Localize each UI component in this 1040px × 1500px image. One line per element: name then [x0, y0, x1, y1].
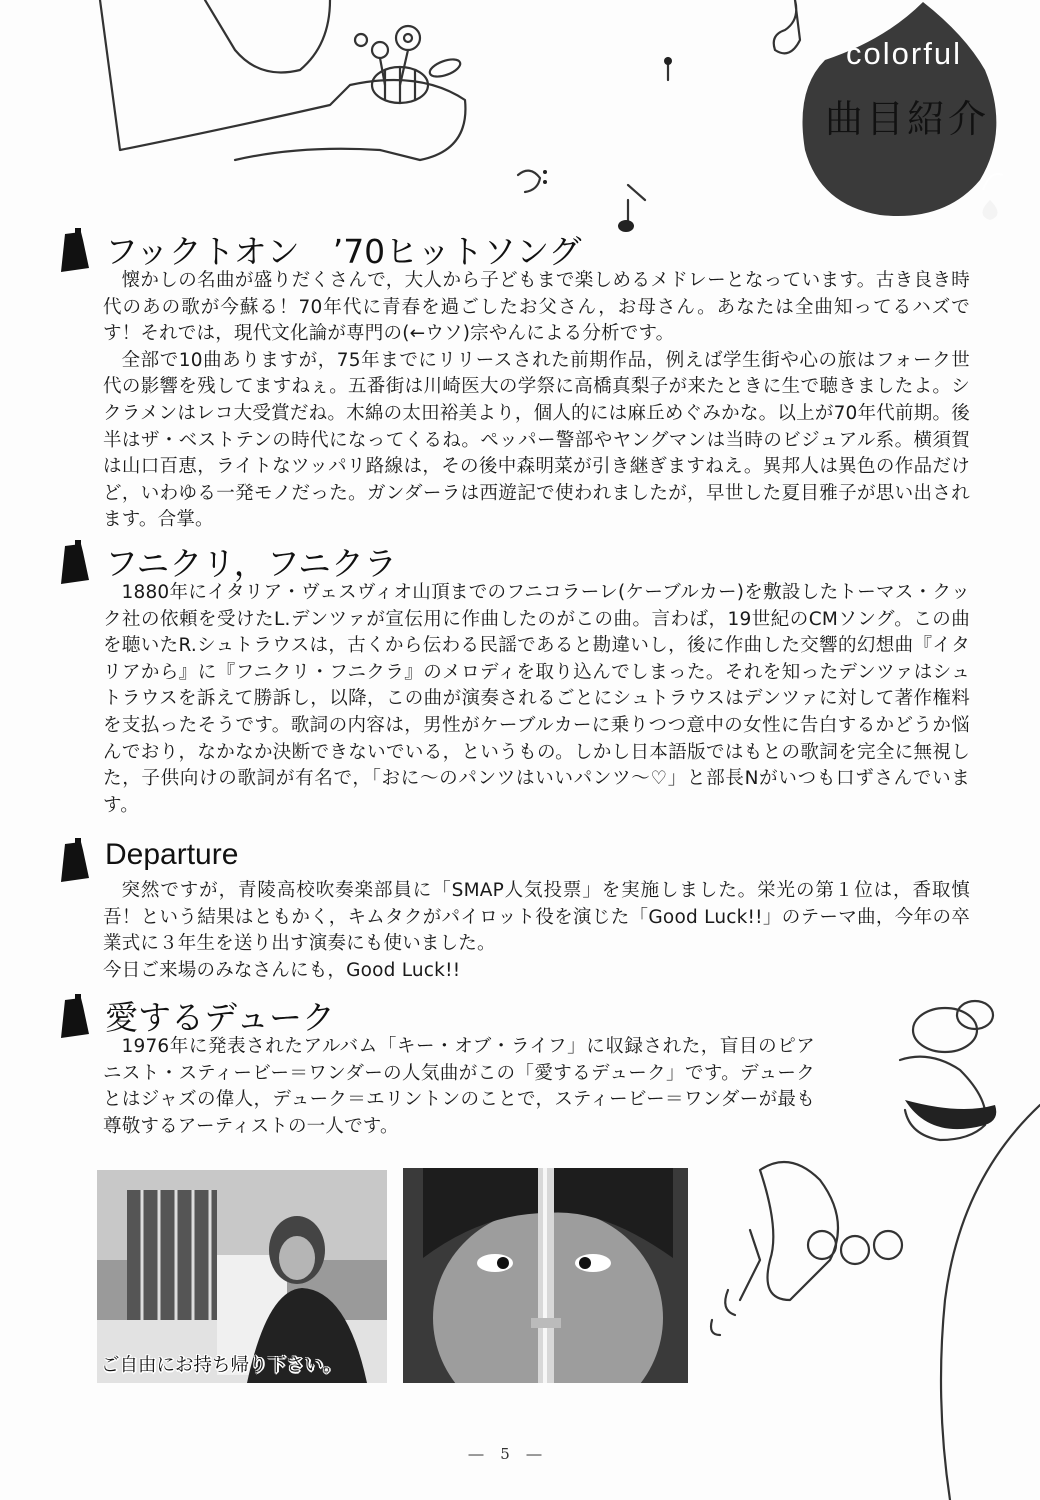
section-heading	[55, 994, 815, 1037]
section-title: 愛するデューク	[105, 998, 336, 1037]
section-body	[55, 580, 970, 819]
marker-icon	[55, 994, 89, 1038]
paragraph: 懐かしの名曲が盛りだくさんで，大人から子どもまで楽しめるメドレーとなっています。古き良き時代のあの歌が今蘇る！70年代に青春を過ごしたお父さん，お母さん。あなたは全曲知ってるハズです！それでは，現代文化論が専門の(←ウソ)宗やんによる分析です。	[103, 270, 970, 345]
badge-english-title: colorful	[846, 36, 962, 71]
section-title: Departure	[105, 838, 239, 871]
program-note-section	[55, 994, 815, 1140]
trumpet-outline	[100, 0, 465, 160]
marker-icon	[55, 838, 89, 882]
paragraph: 全部で10曲ありますが，75年までにリリースされた前期作品，例えば学生街や心の旅はフォーク世代の影響を残してますねぇ。五番街は川崎医大の学祭に高橋真梨子が来たときに生で聴きましたよ。シクラメンはレコ大受賞だね。木綿の太田裕美より，個人的には麻丘めぐみかな。以上が70年代前期。後半はザ・ベストテンの時代になってくるね。ペッパー警部やヤングマンは当時のビジュアル系。横須賀は山口百恵，ライトなツッパリ路線は，その後中森明菜が引き継ぎますねえ。異邦人は異色の作品だけど，いわゆる一発モノだった。ガンダーラは西遊記で使われましたが，早世した夏目雅子が思い出されます。合掌。	[103, 349, 970, 531]
badge-japanese-title: 曲目紹介	[824, 97, 989, 141]
paragraph: 今日ご来場のみなさんにも，Good Luck!!	[103, 959, 461, 981]
paragraph: 突然ですが，青陵高校吹奏楽部員に「SMAP人気投票」を実施しました。栄光の第１位は，香取慎吾！という結果はともかく，キムタクがパイロット役を演じた「Good Luck!!」のテーマ曲，今年の卒業式に３年生を送り出す演奏にも使いました。	[103, 880, 970, 955]
marker-icon	[55, 540, 89, 584]
photo-placeholder	[403, 1168, 688, 1383]
section-body	[55, 878, 970, 984]
photo-flute-player	[403, 1168, 688, 1383]
section-heading	[55, 540, 970, 583]
section-body	[55, 1034, 815, 1140]
program-note-section	[55, 228, 970, 534]
paragraph: 1976年に発表されたアルバム「キー・オブ・ライフ」に収録された，盲目のピアニスト・スティービー＝ワンダーの人気曲がこの「愛するデューク」です。デュークとはジャズの偉人，デューク＝エリントンのことで，スティービー＝ワンダーが最も尊敬するアーティストの一人です。	[103, 1036, 815, 1137]
section-title: フックトオン ’70ヒットソング	[105, 232, 582, 271]
section-body	[55, 268, 970, 534]
program-note-section	[55, 540, 970, 819]
program-note-section	[55, 838, 970, 984]
paragraph: 1880年にイタリア・ヴェスヴィオ山頂までのフニコラーレ(ケーブルカー)を敷設したトーマス・クック社の依頼を受けたL.デンツァが宣伝用に作曲したのがこの曲。言わば，19世紀のCMソング。この曲を聴いたR.シュトラウスは，古くから伝わる民謡であると勘違いし，後に作曲した交響的幻想曲『イタリアから』に『フニクリ・フニクラ』のメロディを取り込んでしまった。それを知ったデンツァはシュトラウスを訴えて勝訴し，以降，この曲が演奏されるごとにシュトラウスはデンツァに対して著作権料を支払ったそうです。歌詞の内容は，男性がケーブルカーに乗りつつ意中の女性に告白するかどうか悩んでおり，なかなか決断できないでいる，というもの。しかし日本語版ではもとの歌詞を完全に無視した，子供向けの歌詞が有名で，「おに～のパンツはいいパンツ～♡」と部長Nがいつも口ずさんでいます。	[103, 582, 970, 816]
marker-icon	[55, 228, 89, 272]
section-heading	[55, 228, 970, 271]
section-title: フニクリ，フニクラ	[105, 544, 398, 583]
photo-caption: ご自由にお持ち帰り下さい。	[101, 1355, 342, 1376]
section-heading	[55, 838, 970, 878]
page-number: ― 5 ―	[468, 1445, 548, 1463]
photo-band-members	[97, 1170, 387, 1383]
